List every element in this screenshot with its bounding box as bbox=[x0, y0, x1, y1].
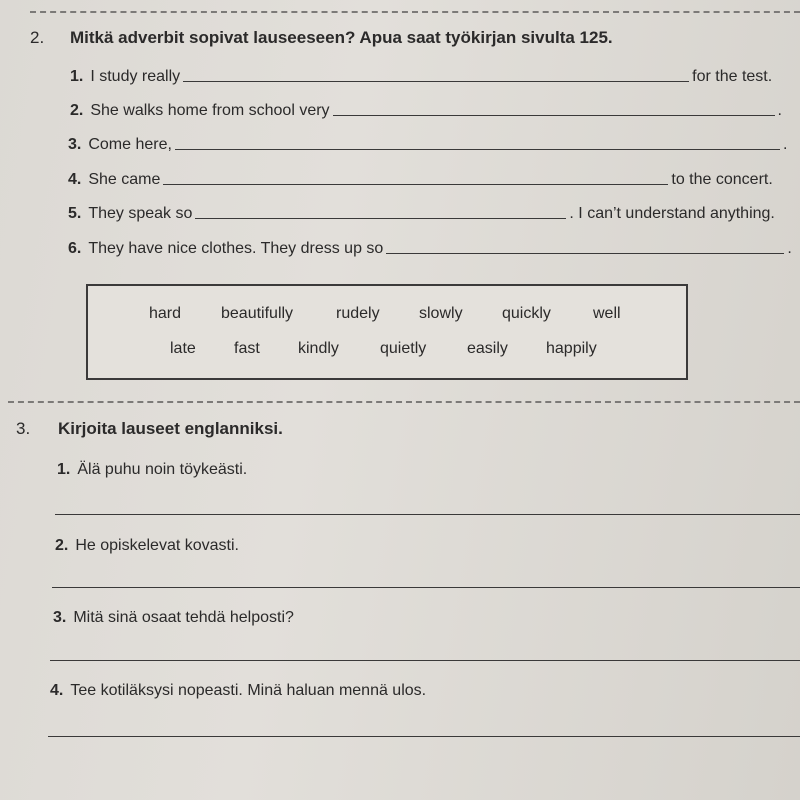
word-late: late bbox=[170, 340, 196, 357]
item-text: Tee kotiläksysi nopeasti. Minä haluan mennä ulos. bbox=[70, 682, 427, 699]
ex2-item-3 bbox=[68, 136, 787, 154]
answer-blank[interactable] bbox=[333, 115, 775, 116]
answer-blank[interactable] bbox=[195, 218, 566, 219]
word-beautifully: beautifully bbox=[221, 305, 294, 322]
ex2-item-6 bbox=[68, 240, 792, 258]
item-number: 2. bbox=[55, 537, 69, 554]
item-number: 3. bbox=[53, 609, 67, 626]
item-text-after: to the concert. bbox=[671, 171, 773, 188]
ex2-item-2 bbox=[70, 102, 782, 120]
answer-blank[interactable] bbox=[175, 149, 780, 150]
item-number: 2. bbox=[70, 102, 84, 119]
word-kindly: kindly bbox=[298, 340, 339, 357]
item-number: 6. bbox=[68, 240, 82, 257]
word-quietly: quietly bbox=[380, 340, 427, 357]
ex3-item-1 bbox=[57, 461, 247, 479]
word-easily: easily bbox=[467, 340, 508, 357]
item-text-before: She walks home from school very bbox=[90, 102, 330, 119]
answer-blank[interactable] bbox=[183, 81, 689, 82]
ex2-item-5 bbox=[68, 205, 775, 223]
item-text: Älä puhu noin töykeästi. bbox=[77, 461, 248, 478]
item-number: 1. bbox=[70, 68, 84, 85]
word-slowly: slowly bbox=[419, 305, 463, 322]
answer-blank[interactable] bbox=[386, 253, 784, 254]
item-number: 1. bbox=[57, 461, 71, 478]
exercise-2-number: 2. bbox=[30, 28, 45, 47]
answer-line-2[interactable] bbox=[52, 587, 800, 588]
word-well: well bbox=[593, 305, 621, 322]
item-text-after: . bbox=[777, 102, 782, 119]
answer-line-3[interactable] bbox=[50, 660, 800, 661]
item-number: 3. bbox=[68, 136, 82, 153]
item-text-before: I study really bbox=[90, 68, 181, 85]
ex3-item-4 bbox=[50, 682, 426, 700]
item-text-before: They speak so bbox=[88, 205, 193, 222]
ex2-item-1 bbox=[70, 68, 772, 86]
item-text-before: Come here, bbox=[88, 136, 172, 153]
ex3-item-2 bbox=[55, 537, 239, 555]
word-fast: fast bbox=[234, 340, 260, 357]
ex3-item-3 bbox=[53, 609, 294, 627]
item-text-before: They have nice clothes. They dress up so bbox=[88, 240, 384, 257]
answer-blank[interactable] bbox=[163, 184, 668, 185]
item-text-after: . I can’t understand anything. bbox=[569, 205, 775, 222]
answer-line-1[interactable] bbox=[55, 514, 800, 515]
exercise-3-title: Kirjoita lauseet englanniksi. bbox=[58, 419, 283, 438]
item-text: Mitä sinä osaat tehdä helposti? bbox=[73, 609, 294, 626]
word-bank bbox=[86, 284, 688, 380]
item-text: He opiskelevat kovasti. bbox=[75, 537, 239, 554]
divider-middle bbox=[8, 401, 800, 403]
item-number: 4. bbox=[68, 171, 82, 188]
item-text-after: . bbox=[782, 136, 788, 153]
item-text-after: . bbox=[787, 240, 792, 257]
word-happily: happily bbox=[546, 340, 597, 357]
item-text-after: for the test. bbox=[692, 68, 773, 85]
exercise-2-title: Mitkä adverbit sopivat lauseeseen? Apua saat työkirjan sivulta 125. bbox=[70, 28, 613, 47]
exercise-3-number: 3. bbox=[16, 419, 31, 438]
item-text-before: She came bbox=[88, 171, 161, 188]
item-number: 5. bbox=[68, 205, 82, 222]
ex2-item-4 bbox=[68, 171, 773, 189]
divider-top bbox=[30, 11, 800, 13]
word-quickly: quickly bbox=[502, 305, 551, 322]
word-rudely: rudely bbox=[336, 305, 380, 322]
item-number: 4. bbox=[50, 682, 64, 699]
word-hard: hard bbox=[149, 305, 182, 322]
answer-line-4[interactable] bbox=[48, 736, 800, 737]
